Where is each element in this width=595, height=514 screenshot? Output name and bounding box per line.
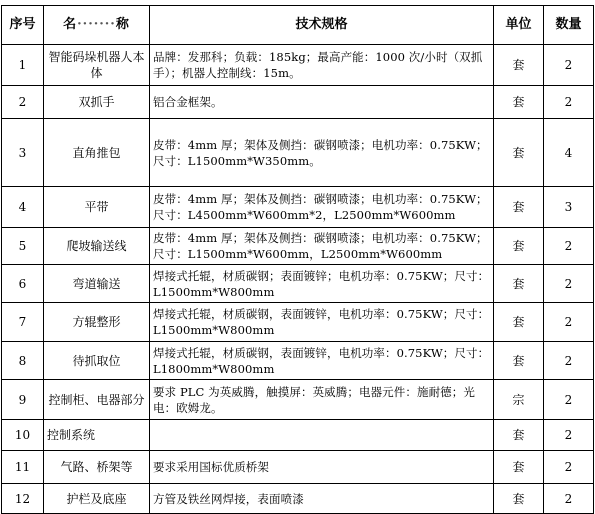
row-spec: 品牌：发那科；负载：185kg；最高产能：1000 次/小时（双抓手）；机器人控制线：15m。 [150,45,494,86]
row-index: 12 [2,484,44,514]
row-name: 控制柜、电器部分 [44,380,150,420]
row-name: 待抓取位 [44,342,150,380]
row-spec: 皮带：4mm 厚；架体及侧挡：碳钢喷漆；电机功率：0.75KW；尺寸：L1500mm*W600mm，L2500mm*W600mm [150,228,494,265]
row-qty: 4 [544,119,594,187]
header-index: 序号 [2,6,44,45]
row-index: 4 [2,187,44,228]
row-unit: 套 [494,86,544,119]
table-row [2,451,594,484]
row-index: 6 [2,265,44,303]
row-spec: 皮带：4mm 厚；架体及侧挡：碳钢喷漆；电机功率：0.75KW；尺寸：L4500mm*W600mm*2，L2500mm*W600mm [150,187,494,228]
header-unit: 单位 [494,6,544,45]
row-spec: 方管及铁丝网焊接，表面喷漆 [150,484,494,514]
row-qty: 2 [544,303,594,342]
row-qty: 2 [544,380,594,420]
table-row [2,119,594,187]
row-spec [150,420,494,451]
row-name: 弯道输送 [44,265,150,303]
header-spec: 技术规格 [150,6,494,45]
header-qty: 数量 [544,6,594,45]
table-header-row [2,6,594,45]
row-index: 7 [2,303,44,342]
row-name: 气路、桥架等 [44,451,150,484]
table-row [2,187,594,228]
row-unit: 套 [494,342,544,380]
row-index: 5 [2,228,44,265]
row-unit: 套 [494,451,544,484]
table-row [2,45,594,86]
row-name: 爬坡输送线 [44,228,150,265]
row-index: 3 [2,119,44,187]
row-name: 控制系统 [44,420,150,451]
equipment-spec-table [1,5,594,514]
header-name-last-char: 称 [115,17,130,32]
row-unit: 套 [494,484,544,514]
row-name: 方辊整形 [44,303,150,342]
header-name-dots: ······· [77,17,116,32]
row-name: 直角推包 [44,119,150,187]
row-qty: 2 [544,228,594,265]
row-index: 10 [2,420,44,451]
table-row [2,484,594,514]
row-unit: 套 [494,265,544,303]
row-unit: 套 [494,420,544,451]
row-unit: 套 [494,119,544,187]
row-index: 9 [2,380,44,420]
row-qty: 2 [544,451,594,484]
row-qty: 2 [544,265,594,303]
row-index: 8 [2,342,44,380]
table-row [2,380,594,420]
row-unit: 套 [494,303,544,342]
row-qty: 2 [544,484,594,514]
row-unit: 宗 [494,380,544,420]
row-name: 平带 [44,187,150,228]
table-row [2,342,594,380]
row-qty: 2 [544,45,594,86]
table-row [2,228,594,265]
table-row [2,265,594,303]
row-unit: 套 [494,187,544,228]
row-unit: 套 [494,228,544,265]
row-spec: 铝合金框架。 [150,86,494,119]
row-index: 11 [2,451,44,484]
header-name [44,6,150,45]
row-qty: 2 [544,420,594,451]
row-unit: 套 [494,45,544,86]
row-spec: 皮带：4mm 厚；架体及侧挡：碳钢喷漆；电机功率：0.75KW；尺寸：L1500mm*W350mm。 [150,119,494,187]
row-name: 双抓手 [44,86,150,119]
header-name-first-char: 名 [63,17,78,32]
table-row [2,86,594,119]
table-row [2,303,594,342]
row-qty: 2 [544,86,594,119]
row-spec: 焊接式托辊，材质碳钢，表面镀锌，电机功率：0.75KW；尺寸：L1800mm*W800mm [150,342,494,380]
row-spec: 要求 PLC 为英威腾，触摸屏：英威腾；电器元件：施耐德；光电：欧姆龙。 [150,380,494,420]
row-index: 2 [2,86,44,119]
row-qty: 3 [544,187,594,228]
row-index: 1 [2,45,44,86]
row-qty: 2 [544,342,594,380]
row-spec: 焊接式托辊，材质碳钢，表面镀锌，电机功率：0.75KW；尺寸：L1500mm*W800mm [150,303,494,342]
row-spec: 焊接式托辊，材质碳钢；表面镀锌；电机功率：0.75KW；尺寸：L1500mm*W800mm [150,265,494,303]
row-name: 护栏及底座 [44,484,150,514]
table-row [2,420,594,451]
row-spec: 要求采用国标优质桥架 [150,451,494,484]
row-name: 智能码垛机器人本体 [44,45,150,86]
